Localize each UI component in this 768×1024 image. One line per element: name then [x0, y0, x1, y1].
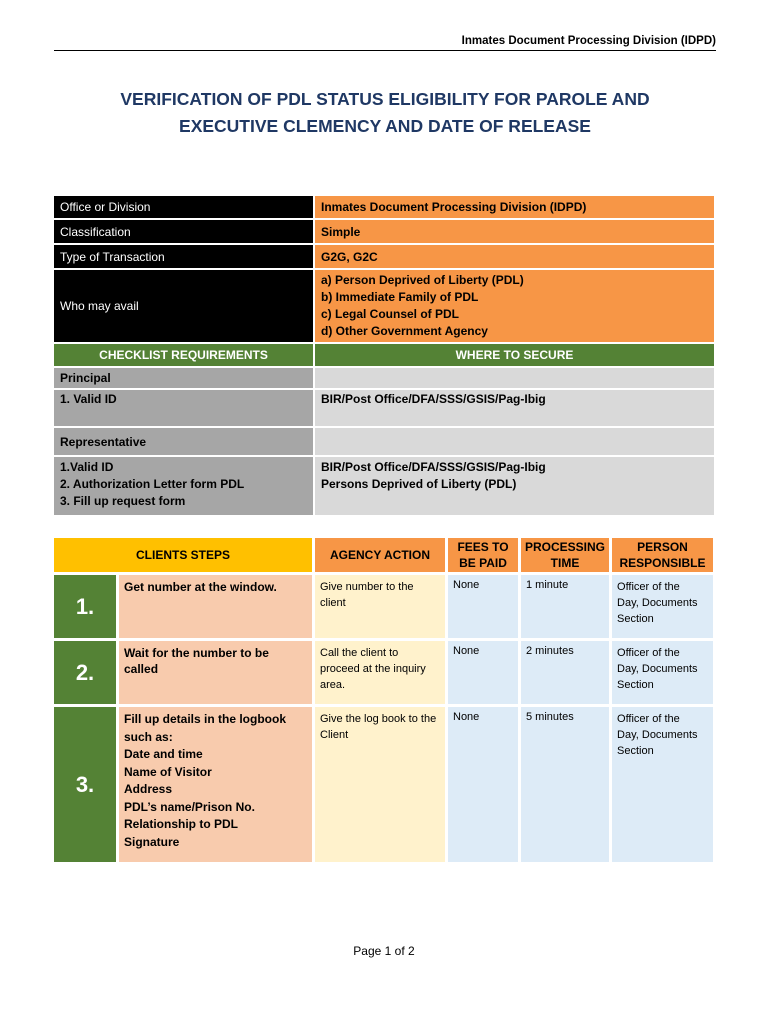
table-row [54, 575, 716, 641]
processing-time: 2 minutes [521, 641, 612, 707]
header-processing-time: PROCESSING TIME [521, 538, 612, 575]
page-number: Page 1 of 2 [353, 944, 415, 958]
table-row [54, 641, 716, 707]
title-line-2: EXECUTIVE CLEMENCY AND DATE OF RELEASE [179, 116, 591, 136]
transaction-value: G2G, G2C [315, 245, 716, 270]
header-clients-steps: CLIENTS STEPS [54, 538, 315, 575]
person-responsible: Officer of the Day, Documents Section [612, 707, 716, 865]
header-fees: FEES TO BE PAID [448, 538, 521, 575]
client-step: Fill up details in the logbook such as: Date and time Name of Visitor Address PDL’s name/Prison No. Relationship to PDL Signature [119, 707, 315, 865]
checklist-header: CHECKLIST REQUIREMENTS [54, 344, 315, 368]
title-line-1: VERIFICATION OF PDL STATUS ELIGIBILITY FOR PAROLE AND [120, 89, 650, 109]
agency-action: Call the client to proceed at the inquiry area. [315, 641, 448, 707]
avail-value: a) Person Deprived of Liberty (PDL) b) Immediate Family of PDL c) Legal Counsel of PDL d) Other Government Agency [315, 270, 716, 344]
representative-requirements: 1.Valid ID 2. Authorization Letter form PDL 3. Fill up request form [54, 457, 315, 517]
table-row [54, 707, 716, 865]
info-table [54, 196, 716, 517]
step-number: 3. [54, 707, 119, 865]
classification-value: Simple [315, 220, 716, 245]
representative-blank [315, 428, 716, 457]
representative-secure: BIR/Post Office/DFA/SSS/GSIS/Pag-Ibig Persons Deprived of Liberty (PDL) [315, 457, 716, 517]
principal-label: Principal [54, 368, 315, 390]
office-value: Inmates Document Processing Division (IDPD) [315, 196, 716, 220]
agency-action: Give the log book to the Client [315, 707, 448, 865]
header-person-responsible: PERSON RESPONSIBLE [612, 538, 716, 575]
person-responsible: Officer of the Day, Documents Section [612, 575, 716, 641]
fee: None [448, 641, 521, 707]
page-title [54, 86, 716, 140]
step-number: 2. [54, 641, 119, 707]
processing-time: 1 minute [521, 575, 612, 641]
client-step: Wait for the number to be called [119, 641, 315, 707]
person-responsible: Officer of the Day, Documents Section [612, 641, 716, 707]
steps-table [54, 538, 716, 865]
classification-label: Classification [54, 220, 315, 245]
avail-label: Who may avail [54, 270, 315, 344]
client-step: Get number at the window. [119, 575, 315, 641]
office-label: Office or Division [54, 196, 315, 220]
step-number: 1. [54, 575, 119, 641]
agency-action: Give number to the client [315, 575, 448, 641]
fee: None [448, 707, 521, 865]
processing-time: 5 minutes [521, 707, 612, 865]
fee: None [448, 575, 521, 641]
representative-label: Representative [54, 428, 315, 457]
transaction-label: Type of Transaction [54, 245, 315, 270]
secure-header: WHERE TO SECURE [315, 344, 716, 368]
principal-blank [315, 368, 716, 390]
principal-requirement: 1. Valid ID [54, 390, 315, 428]
header-agency-action: AGENCY ACTION [315, 538, 448, 575]
header-division: Inmates Document Processing Division (IDPD) [54, 35, 716, 51]
principal-secure: BIR/Post Office/DFA/SSS/GSIS/Pag-Ibig [315, 390, 716, 428]
